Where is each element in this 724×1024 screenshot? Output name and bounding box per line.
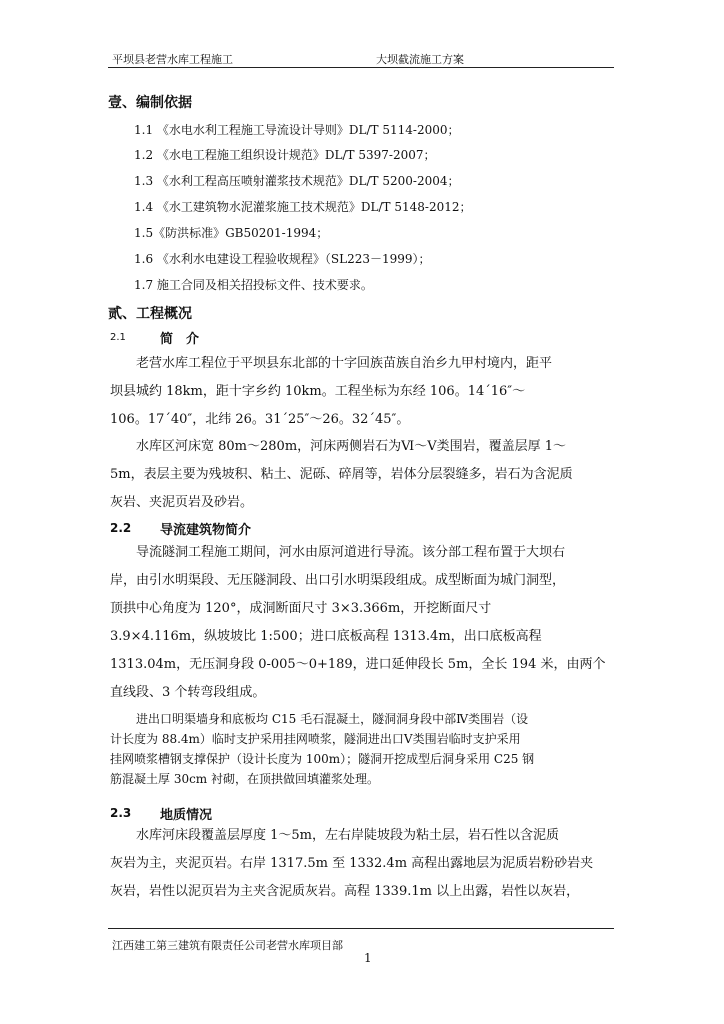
paragraph-line: 1313.04m，无压洞身段 0-005～0+189，进口延伸段长 5m，全长 194 米，由两个 <box>110 657 606 672</box>
paragraph-line: 导流隧洞工程施工期间，河水由原河道进行导流。该分部工程布置于大坝右 <box>136 545 566 560</box>
subsection-title: 简 介 <box>160 332 200 347</box>
paragraph-line: 水库区河床宽 80m～280m，河床两侧岩石为Ⅵ～Ⅴ类围岩，覆盖层厚 1～ <box>136 439 567 454</box>
paragraph-line: 老营水库工程位于平坝县东北部的十字回族苗族自治乡九甲村境内，距平 <box>136 356 553 371</box>
paragraph-line: 5m，表层主要为残坡积、粘土、泥砾、碎屑等，岩体分层裂缝多，岩石为含泥质 <box>110 467 573 482</box>
paragraph-line: 直线段、3 个转弯段组成。 <box>110 685 266 700</box>
subsection-title: 导流建筑物简介 <box>160 523 252 538</box>
paragraph-line: 坝县城约 18km，距十字乡约 10km。工程坐标为东经 106。14´16″～ <box>110 384 526 399</box>
list-item: 1.2 《水电工程施工组织设计规范》DL/T 5397-2007； <box>134 148 436 162</box>
paragraph-line: 进出口明渠墙身和底板均 C15 毛石混凝土，隧洞洞身段中部Ⅳ类围岩（设 <box>136 712 529 726</box>
paragraph-line: 岸，由引水明渠段、无压隧洞段、出口引水明渠段组成。成型断面为城门洞型， <box>110 573 566 588</box>
header-doc-title: 大坝截流施工方案 <box>376 53 464 66</box>
footer-organization: 江西建工第三建筑有限责任公司老营水库项目部 <box>112 939 343 952</box>
list-item: 1.5《防洪标准》GB50201-1994； <box>134 226 329 240</box>
list-item: 1.4 《水工建筑物水泥灌浆施工技术规范》DL/T 5148-2012； <box>134 200 472 214</box>
subsection-title: 地质情况 <box>160 808 213 823</box>
list-item: 1.3 《水利工程高压喷射灌浆技术规范》DL/T 5200-2004； <box>134 174 460 188</box>
paragraph-line: 顶拱中心角度为 120°，成洞断面尺寸 3×3.366m，开挖断面尺寸 <box>110 601 492 616</box>
page-number: 1 <box>364 951 372 965</box>
subsection-number: 2.3 <box>110 806 132 820</box>
paragraph-line: 灰岩、夹泥页岩及砂岩。 <box>110 495 254 510</box>
subsection-number: 2.2 <box>110 521 132 535</box>
paragraph-line: 3.9×4.116m，纵坡坡比 1:500；进口底板高程 1313.4m，出口底板高程 <box>110 629 542 644</box>
paragraph-line: 106。17´40″，北纬 26。31´25″～26。32´45″。 <box>110 412 410 427</box>
subsection-number: 2.1 <box>110 332 126 343</box>
section-1-title: 壹、编制依据 <box>108 95 192 111</box>
paragraph-line: 计长度为 88.4m）临时支护采用挂网喷浆，隧洞进出口Ⅴ类围岩临时支护采用 <box>110 732 521 746</box>
paragraph-line: 灰岩，岩性以泥页岩为主夹含泥质灰岩。高程 1339.1m 以上出露，岩性以灰岩， <box>110 884 580 899</box>
paragraph-line: 水库河床段覆盖层厚度 1～5m，左右岸陡坡段为粘土层，岩石性以含泥质 <box>136 828 560 843</box>
paragraph-line: 灰岩为主，夹泥页岩。右岸 1317.5m 至 1332.4m 高程出露地层为泥质岩粉砂岩夹 <box>110 856 594 871</box>
list-item: 1.6 《水利水电建设工程验收规程》（SL223－1999）； <box>134 252 431 266</box>
page-header <box>108 51 614 68</box>
page-footer <box>108 928 614 965</box>
paragraph-line: 筋混凝土厚 30cm 衬砌，在顶拱做回填灌浆处理。 <box>110 772 379 786</box>
list-item: 1.1 《水电水利工程施工导流设计导则》DL/T 5114-2000； <box>134 123 460 137</box>
section-2-title: 贰、工程概况 <box>108 306 192 322</box>
list-item: 1.7 施工合同及相关招投标文件、技术要求。 <box>134 278 373 292</box>
paragraph-line: 挂网喷浆槽钢支撑保护（设计长度为 100m）；隧洞开挖成型后洞身采用 C25 钢 <box>110 752 535 766</box>
header-project: 平坝县老营水库工程施工 <box>112 53 233 66</box>
